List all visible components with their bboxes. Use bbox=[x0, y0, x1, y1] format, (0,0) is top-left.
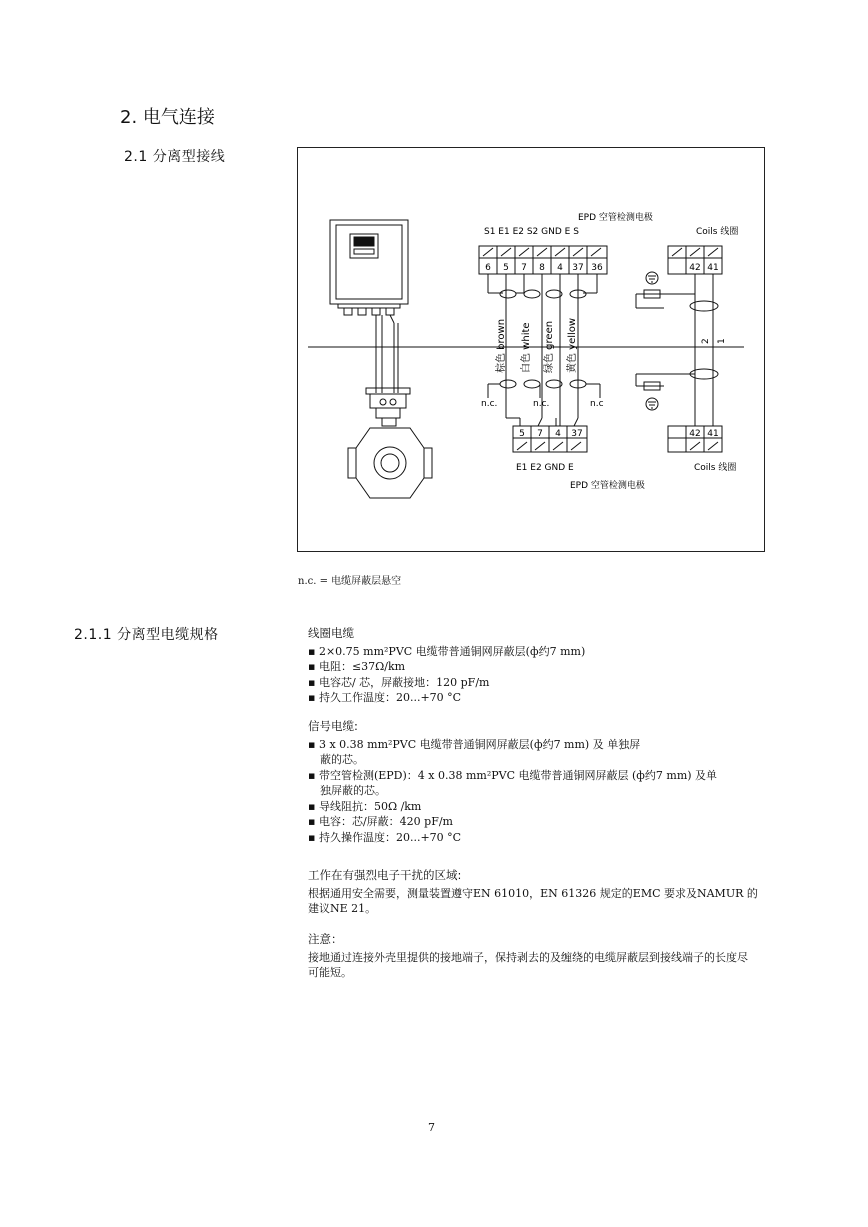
coil-terminal: 42 bbox=[689, 429, 701, 439]
note-section bbox=[308, 932, 768, 981]
coil-terminal: 41 bbox=[707, 429, 719, 439]
bottom-terminal: 4 bbox=[555, 429, 561, 439]
list-item: ▪ 电容：芯/屏蔽：420 pF/m bbox=[308, 815, 453, 828]
list-item: ▪ 导线阻抗：50Ω /km bbox=[308, 799, 422, 813]
sensor-flange-icon bbox=[348, 388, 432, 498]
epd-label-bottom: EPD 空管检测电极 bbox=[570, 481, 645, 491]
nc-label: n.c. bbox=[481, 399, 498, 409]
top-terminal: 8 bbox=[539, 263, 545, 273]
subsection-title: 2.1 分离型接线 bbox=[124, 149, 226, 165]
wire-label: 绿色 green bbox=[544, 320, 555, 373]
page-number: 7 bbox=[428, 1121, 435, 1134]
list-item: ▪ 3 x 0.38 mm²PVC 电缆带普通铜网屏蔽层(ф约7 mm) 及 单独屏蔽的芯。 bbox=[308, 737, 641, 766]
electrode-labels-bottom: E1 E2 GND E bbox=[516, 463, 574, 473]
coil-wires bbox=[636, 274, 718, 426]
transmitter-housing-icon bbox=[330, 220, 408, 393]
coil-terminal: 42 bbox=[689, 263, 701, 273]
coil-wire-label: 2 bbox=[701, 338, 711, 344]
list-item: ▪ 带空管检测(EPD)：4 x 0.38 mm²PVC 电缆带普通铜网屏蔽层 (ф约7 mm) 及单独屏蔽的芯。 bbox=[308, 768, 718, 797]
wire-label: 白色 white bbox=[521, 322, 532, 373]
emc-body: 根据通用安全需要，测量装置遵守EN 61010，EN 61326 规定的EMC 要求及NAMUR 的建议NE 21。 bbox=[308, 886, 758, 915]
nc-label: n.c. bbox=[533, 399, 550, 409]
list-item: ▪ 2×0.75 mm²PVC 电缆带普通铜网屏蔽层(ф约7 mm) bbox=[308, 644, 586, 658]
nc-label: n.c bbox=[590, 399, 604, 409]
top-terminal: 37 bbox=[572, 263, 584, 273]
top-terminal: 36 bbox=[591, 263, 603, 273]
coils-label-bottom: Coils 线圈 bbox=[694, 463, 737, 473]
coil-wire-label: 1 bbox=[717, 338, 727, 344]
bottom-terminal: 37 bbox=[571, 429, 583, 439]
signal-cable-heading: 信号电缆: bbox=[308, 719, 358, 733]
electrode-labels-top: S1 E1 E2 S2 GND E S bbox=[484, 227, 579, 237]
coil-cable-heading: 线圈电缆 bbox=[308, 626, 354, 640]
section-title: 2. 电气连接 bbox=[120, 107, 215, 128]
list-item: ▪ 电阻：≤37Ω/km bbox=[308, 660, 406, 673]
list-item: ▪ 持久工作温度：20...+70 °C bbox=[308, 691, 462, 704]
signal-cable-section bbox=[308, 719, 768, 845]
list-item: ▪ 持久操作温度：20...+70 °C bbox=[308, 830, 462, 844]
list-item: ▪ 电容芯/ 芯，屏蔽接地：120 pF/m bbox=[308, 675, 490, 689]
wire-label: 棕色 brown bbox=[496, 318, 507, 373]
coil-terminal: 41 bbox=[707, 263, 719, 273]
emc-section bbox=[308, 868, 768, 917]
spec-title: 2.1.1 分离型电缆规格 bbox=[74, 627, 219, 643]
bottom-terminal: 7 bbox=[537, 429, 543, 439]
wire-label: 黄色 yellow bbox=[567, 317, 578, 373]
emc-heading: 工作在有强烈电子干扰的区域: bbox=[308, 868, 462, 882]
coil-cable-section bbox=[308, 626, 768, 706]
bottom-terminal: 5 bbox=[519, 429, 525, 439]
note-body: 接地通过连接外壳里提供的接地端子，保持剥去的及缠绕的电缆屏蔽层到接线端子的长度尽可能短。 bbox=[308, 950, 748, 979]
top-terminal: 6 bbox=[485, 263, 491, 273]
wiring-diagram-svg bbox=[298, 148, 764, 551]
top-terminal: 5 bbox=[503, 263, 509, 273]
note-heading: 注意： bbox=[308, 932, 343, 946]
top-terminal: 7 bbox=[521, 263, 527, 273]
ground-icon bbox=[646, 272, 658, 410]
figure-note: n.c. = 电缆屏蔽层悬空 bbox=[298, 576, 402, 587]
wiring-diagram bbox=[297, 147, 765, 552]
epd-label-top: EPD 空管检测电极 bbox=[578, 213, 653, 223]
coils-label-top: Coils 线圈 bbox=[696, 227, 739, 237]
top-terminal: 4 bbox=[557, 263, 563, 273]
